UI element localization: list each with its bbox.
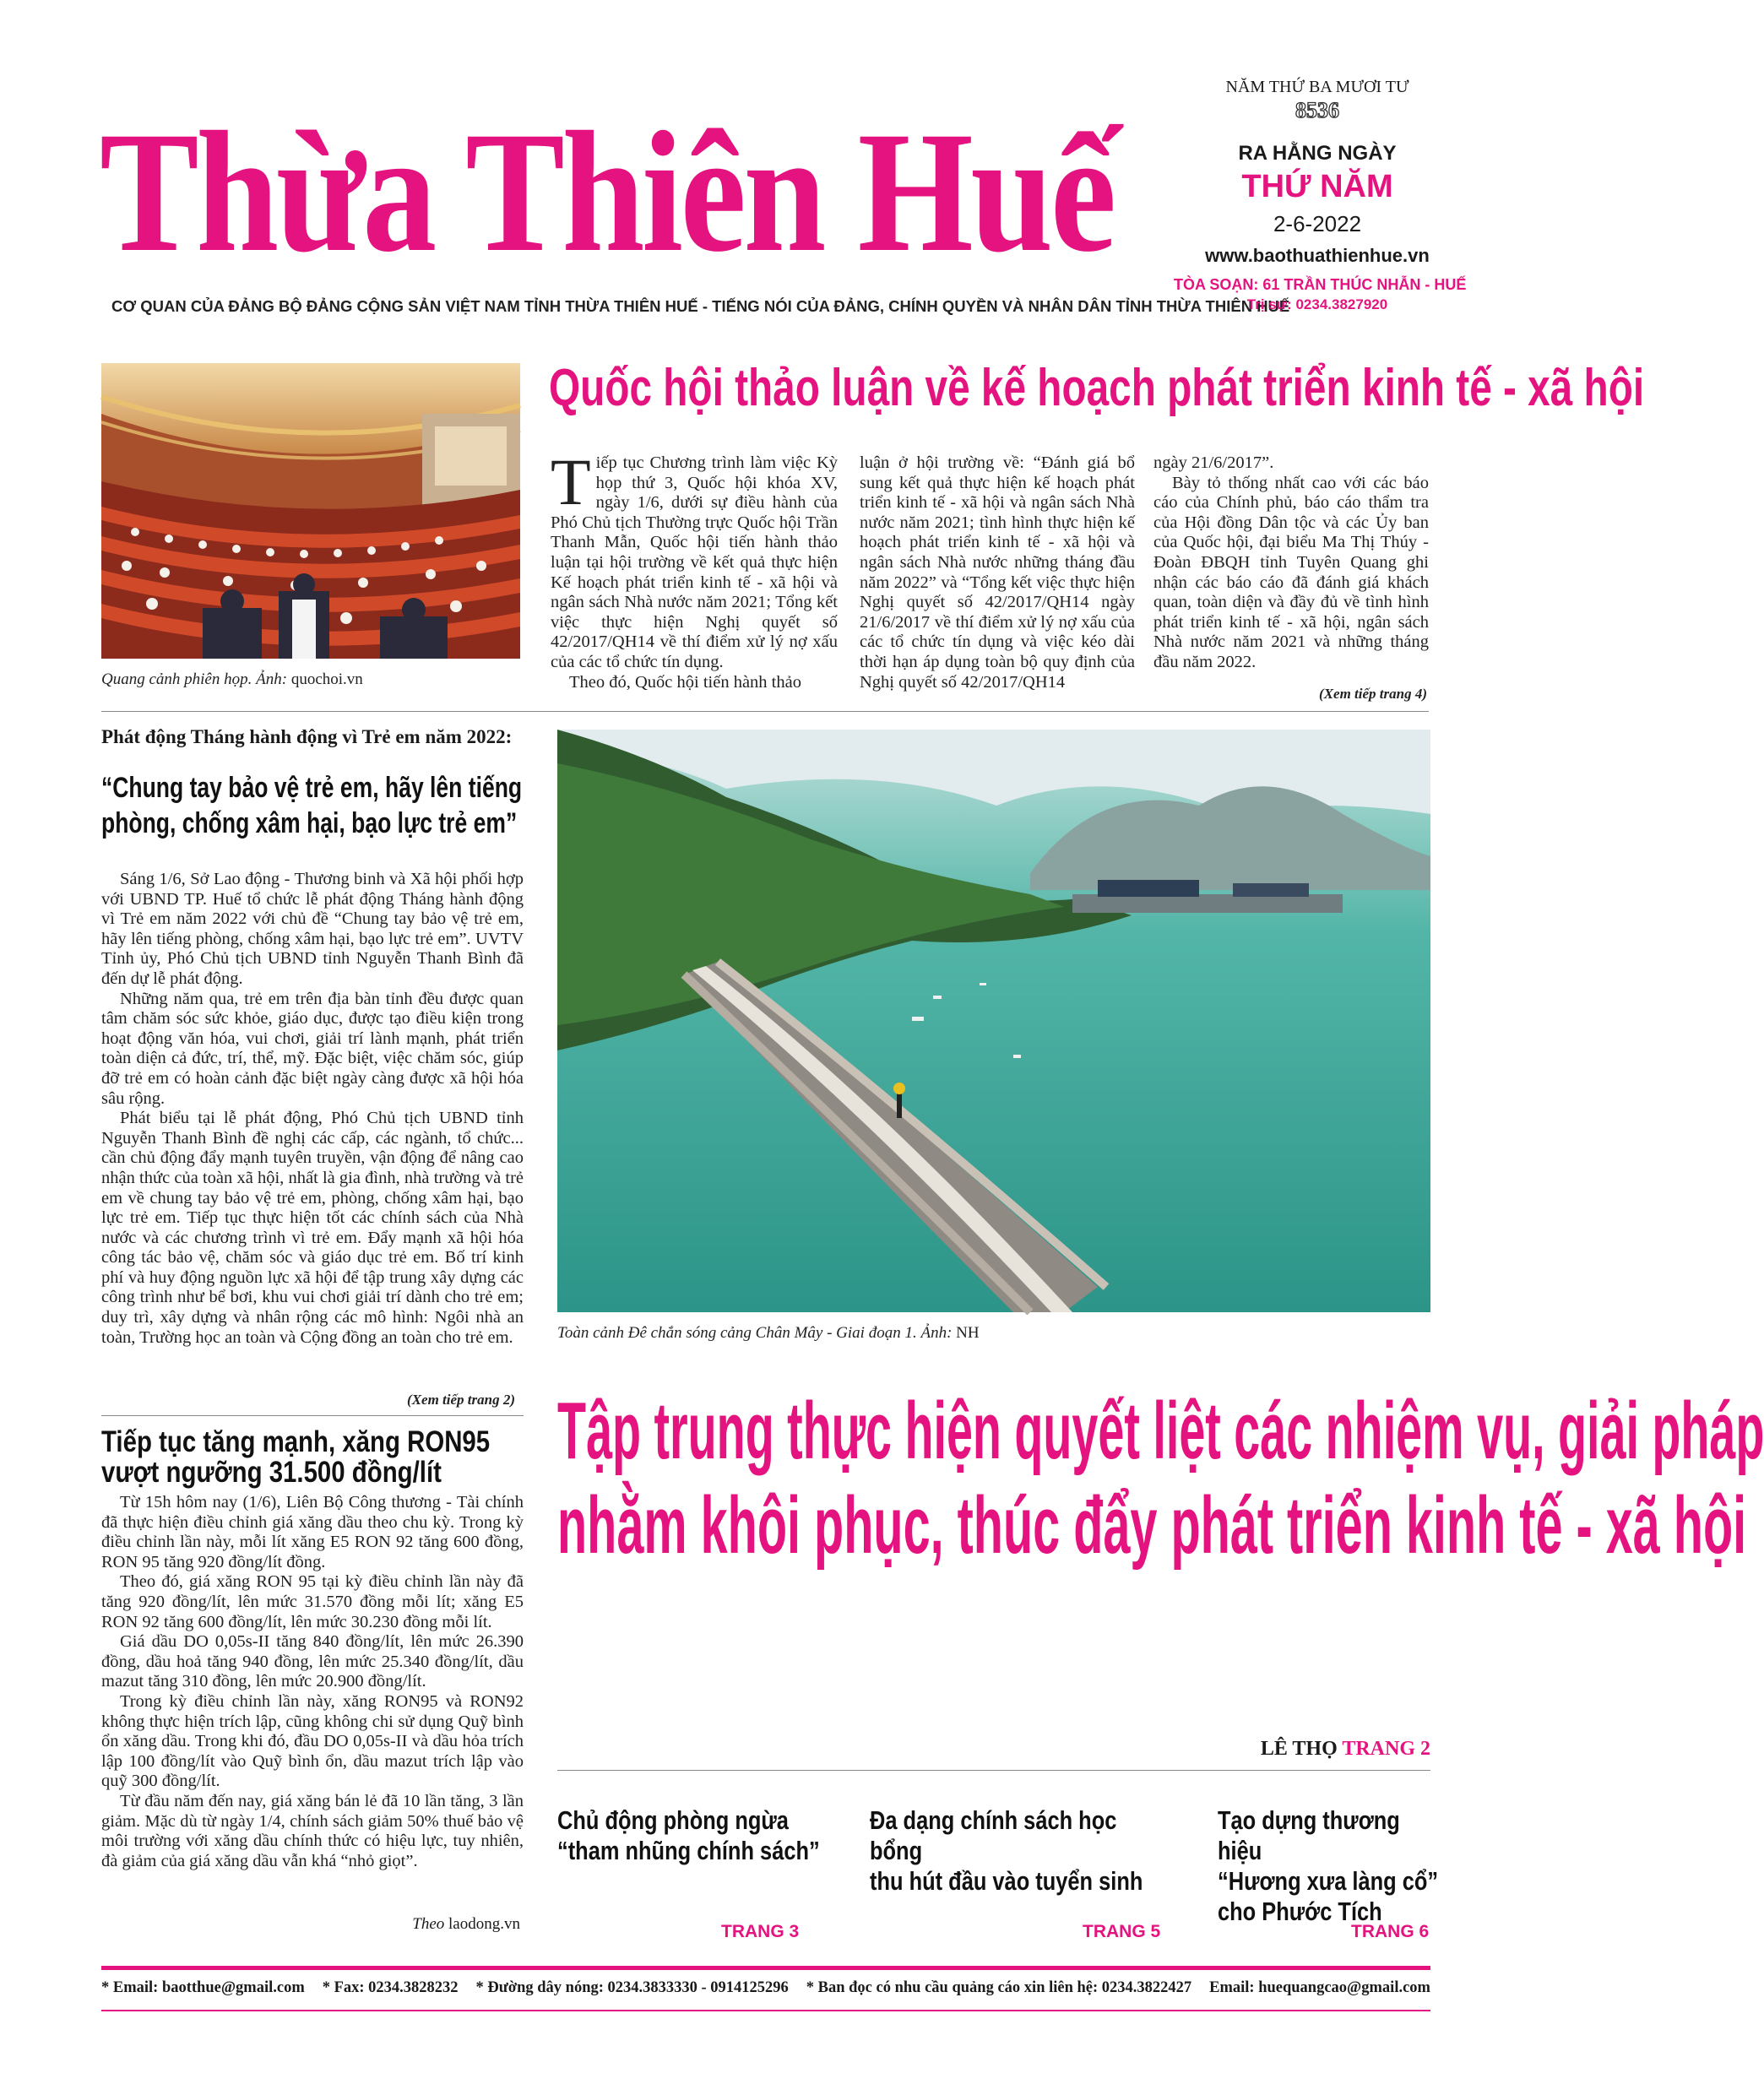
parliament-photo: [101, 363, 520, 659]
port-photo: [557, 730, 1430, 1312]
children-p1: Sáng 1/6, Sở Lao động - Thương binh và Xã hội phối hợp với UBND TP. Huế tổ chức lễ phát động Tháng hành động vì Trẻ em năm 2022 với chủ đề “Chung tay bảo vệ trẻ em, hãy lên tiếng phòng, chống xâm hại, bạo lực trẻ em”. UVTV Tỉnh ủy, Phó Chủ tịch UBND tỉnh Nguyễn Thanh Bình đã đến dự lễ phát động.: [101, 870, 524, 988]
teaser-2-line1: Đa dạng chính sách học bổng: [870, 1805, 1117, 1865]
divider: [101, 711, 1429, 712]
lead-col-3-text: ngày 21/6/2017”.: [1153, 453, 1274, 472]
port-caption-text: Toàn cảnh Đê chắn sóng cảng Chân Mây - Giai đoạn 1. Ảnh:: [557, 1324, 953, 1342]
main-author: LÊ THỌ: [1260, 1738, 1338, 1760]
fuel-p2: Theo đó, giá xăng RON 95 tại kỳ điều chỉnh lần này đã tăng 920 đồng/lít, lên mức 31.570 đồng mỗi lít; xăng E5 RON 92 tăng 600 đồng/lít, lên mức 30.230 đồng mỗi lít.: [101, 1572, 524, 1631]
children-p2: Những năm qua, trẻ em trên địa bàn tỉnh đều được quan tâm chăm sóc sức khỏe, giáo dục, được tạo điều kiện trong hoạt động văn hóa, vui chơi, giải trí lành mạnh, phát triển toàn diện cả đức, trí, thể, mỹ. Đặc biệt, việc chăm sóc, giúp đỡ trẻ em có hoàn cảnh đặc biệt ngày càng được xã hội hóa sâu rộng.: [101, 989, 524, 1108]
teaser-2-page[interactable]: TRANG 5: [1083, 1922, 1161, 1941]
lead-col-1-text: iếp tục Chương trình làm việc Kỳ họp thứ 3, Quốc hội khóa XV, ngày 1/6, dưới sự điều hành của Phó Chủ tịch Thường trực Quốc hội Trần Thanh Mẫn, Quốc hội tiến hành thảo luận tại hội trường về kết quả thực hiện Kế hoạch phát triển kinh tế - xã hội và ngân sách Nhà nước năm 2021; Tổng kết việc thực hiện Nghị quyết số 42/2017/QH14 về thí điểm xử lý nợ xấu của các tổ chức tín dụng.: [551, 453, 838, 671]
children-headline: “Chung tay bảo vệ trẻ em, hãy lên tiếng phòng, chống xâm hại, bạo lực trẻ em”: [101, 772, 523, 839]
lead-col-1-p2: Theo đó, Quốc hội tiến hành thảo: [569, 672, 801, 692]
teaser-2-line2: thu hút đầu vào tuyển sinh: [870, 1866, 1143, 1896]
issue-weekday: THỨ NĂM: [1241, 169, 1393, 204]
footer-contacts: [101, 1979, 1430, 1997]
issue-number: 8536: [1295, 98, 1339, 122]
teaser-2-title[interactable]: [870, 1805, 1147, 1897]
lead-col-1: [551, 445, 838, 692]
teaser-3-line2: “Hương xưa làng cổ”: [1218, 1866, 1439, 1896]
teaser-3-page[interactable]: TRANG 6: [1351, 1922, 1430, 1941]
office-address: TÒA SOẠN: 61 TRẦN THÚC NHẪN - HUẾ: [1174, 276, 1467, 293]
fuel-p5: Từ đầu năm đến nay, giá xăng bán lẻ đã 10 lần tăng, 3 lần giảm. Mặc dù từ ngày 1/4, chính sách giảm 50% thuế bảo vệ môi trường với xăng dầu chính thức có hiệu lực, tuy nhiên, đà giảm của giá xăng dầu vẫn khá “nhỏ giọt”.: [101, 1791, 524, 1870]
issue-frequency: RA HẰNG NGÀY: [1238, 142, 1397, 165]
fuel-source: [355, 1915, 520, 1934]
fuel-source-site: laodong.vn: [448, 1915, 520, 1933]
footer-email[interactable]: * Email: baotthue@gmail.com: [101, 1979, 305, 1996]
children-body: [101, 870, 524, 1348]
divider: [101, 1415, 524, 1416]
footer-fax: * Fax: 0234.3828232: [322, 1979, 459, 1996]
dropcap: T: [551, 445, 591, 518]
lead-col-2-text: luận ở hội trường về: “Đánh giá bổ sung kết quả thực hiện kế hoạch phát triển kinh tế - xã hội và ngân sách Nhà nước năm 2021; tình hình thực hiện kế hoạch phát triển kinh tế - xã hội và ngân sách Nhà nước những tháng đầu năm 2022” và “Tổng kết việc thực hiện Nghị quyết số 42/2017/QH14 ngày 21/6/2017 về thí điểm xử lý nợ xấu của các tổ chức tín dụng và việc kéo dài thời hạn áp dụng toàn bộ quy định của Nghị quyết số 42/2017/QH14: [860, 453, 1135, 692]
teaser-1-title[interactable]: [557, 1805, 821, 1866]
caption-text: Quang cảnh phiên họp. Ảnh:: [101, 670, 288, 688]
fuel-source-prefix: Theo: [412, 1915, 445, 1933]
main-page-ref[interactable]: TRANG 2: [1342, 1738, 1430, 1760]
teaser-1-page[interactable]: TRANG 3: [721, 1922, 800, 1941]
main-byline: [1165, 1738, 1430, 1761]
footer-hotline: * Đường dây nóng: 0234.3833330 - 0914125296: [475, 1979, 789, 1996]
fuel-p1: Từ 15h hôm nay (1/6), Liên Bộ Công thương - Tài chính đã thực hiện điều chỉnh giá xăng dầu theo chu kỳ. Trong kỳ điều chỉnh lần này, mỗi lít xăng E5 RON 92 tăng 600 đồng, RON 95 tăng 920 đồng/lít đồng.: [101, 1493, 524, 1571]
lead-headline: Quốc hội thảo luận về kế hoạch phát triển kinh tế - xã hội: [549, 359, 1645, 417]
office-phone: Trị sự: 0234.3827920: [1246, 296, 1388, 312]
fuel-p4: Trong kỳ điều chỉnh lần này, xăng RON95 và RON92 không thực hiện trích lập, cũng không chi sử dụng Quỹ bình ổn xăng dầu. Trong khi đó, đầu DO 0,05s-II và dầu hỏa trích lập 100 đồng/lít vào Quỹ bình ổn, dầu mazut trích lập vào quỹ 300 đồng/lít.: [101, 1691, 524, 1791]
masthead-title: Thừa Thiên Huế: [100, 96, 1114, 288]
main-headline-line1: Tập trung thực hiện quyết liệt các nhiệm vụ, giải pháp: [557, 1386, 1764, 1476]
teaser-3-title[interactable]: [1218, 1805, 1439, 1927]
teaser-3-line3: cho Phước Tích: [1218, 1897, 1382, 1926]
teaser-1-line2: “tham nhũng chính sách”: [557, 1836, 820, 1865]
fuel-p3: Giá dầu DO 0,05s-II tăng 840 đồng/lít, lên mức 26.390 đồng, dầu hoả tăng 940 đồng, lên mức 25.340 đồng/lít, dầu mazut tăng 310 đồng, lên mức 20.900 đồng/lít.: [101, 1632, 524, 1691]
fuel-headline: Tiếp tục tăng mạnh, xăng RON95 vượt ngưỡng 31.500 đồng/lít: [101, 1425, 491, 1489]
children-p3: Phát biểu tại lễ phát động, Phó Chủ tịch UBND tỉnh Nguyễn Thanh Bình đề nghị các cấp, các ngành, tổ chức... cần chủ động đẩy mạnh tuyên truyền, vận động để nâng cao nhận thức của toàn xã hội, nhất là gia đình, nhà trường và trẻ em về chung tay bảo vệ trẻ em, phòng, chống xâm hại, bạo lực trẻ em. Tiếp tục thực hiện tốt các chính sách của Nhà nước và các chương trình vì trẻ em. Đẩy mạnh xã hội hóa công tác bảo vệ, chăm sóc và giáo dục trẻ em. Bố trí kinh phí và huy động nguồn lực xã hội để tập trung xây dựng các công trình như bể bơi, khu vui chơi giải trí dành cho trẻ em; duy trì, xây dựng và nhân rộng các mô hình: Ngôi nhà an toàn, Trường học an toàn và Cộng đồng an toàn cho trẻ em.: [101, 1109, 524, 1347]
teaser-3-line1: Tạo dựng thương hiệu: [1218, 1805, 1400, 1865]
main-headline-line2: nhằm khôi phục, thúc đẩy phát triển kinh tế - xã hội: [557, 1480, 1747, 1571]
port-photo-caption: [557, 1324, 980, 1343]
footer-rule-bottom: [101, 2010, 1430, 2011]
caption-credit: quochoi.vn: [290, 670, 363, 688]
lead-col-3: [1153, 453, 1429, 673]
issue-year-label: NĂM THỨ BA MƯƠI TƯ: [1225, 78, 1409, 96]
lead-col-3-p2: Bày tỏ thống nhất cao với các báo cáo của Chính phủ, báo cáo thẩm tra của Hội đồng Dân tộc và các Ủy ban của Quốc hội, đại biểu Ma Thị Thúy - Đoàn ĐBQH tỉnh Tuyên Quang ghi nhận các báo cáo đã đánh giá khách quan, toàn diện và đầy đủ về tình hình phát triển kinh tế - xã hội, ngân sách Nhà nước năm 2021 và những tháng đầu năm 2022.: [1153, 473, 1429, 671]
issue-date: 2-6-2022: [1273, 211, 1362, 236]
fuel-body: [101, 1493, 524, 1871]
children-continued[interactable]: (Xem tiếp trang 2): [407, 1392, 515, 1408]
teaser-1-line1: Chủ động phòng ngừa: [557, 1805, 789, 1835]
divider: [557, 1770, 1430, 1771]
parliament-photo-caption: [101, 670, 363, 689]
lead-col-2: [860, 453, 1135, 692]
website[interactable]: www.baothuathienhue.vn: [1205, 245, 1430, 266]
footer-ads: * Ban đọc có nhu cầu quảng cáo xin liên hệ: 0234.3822427: [806, 1979, 1192, 1996]
lead-continued[interactable]: (Xem tiếp trang 4): [1319, 686, 1427, 702]
footer-rule: [101, 1966, 1430, 1970]
masthead-tagline: CƠ QUAN CỦA ĐẢNG BỘ ĐẢNG CỘNG SẢN VIỆT NAM TỈNH THỪA THIÊN HUẾ - TIẾNG NÓI CỦA ĐẢNG, CHÍNH QUYỀN VÀ NHÂN DÂN TỈNH THỪA THIÊN HUẾ: [111, 297, 1290, 315]
footer-ads-email[interactable]: Email: huequangcao@gmail.com: [1209, 1979, 1430, 1996]
children-kicker: Phát động Tháng hành động vì Trẻ em năm 2022:: [101, 726, 513, 747]
port-caption-credit: NH: [956, 1324, 980, 1342]
